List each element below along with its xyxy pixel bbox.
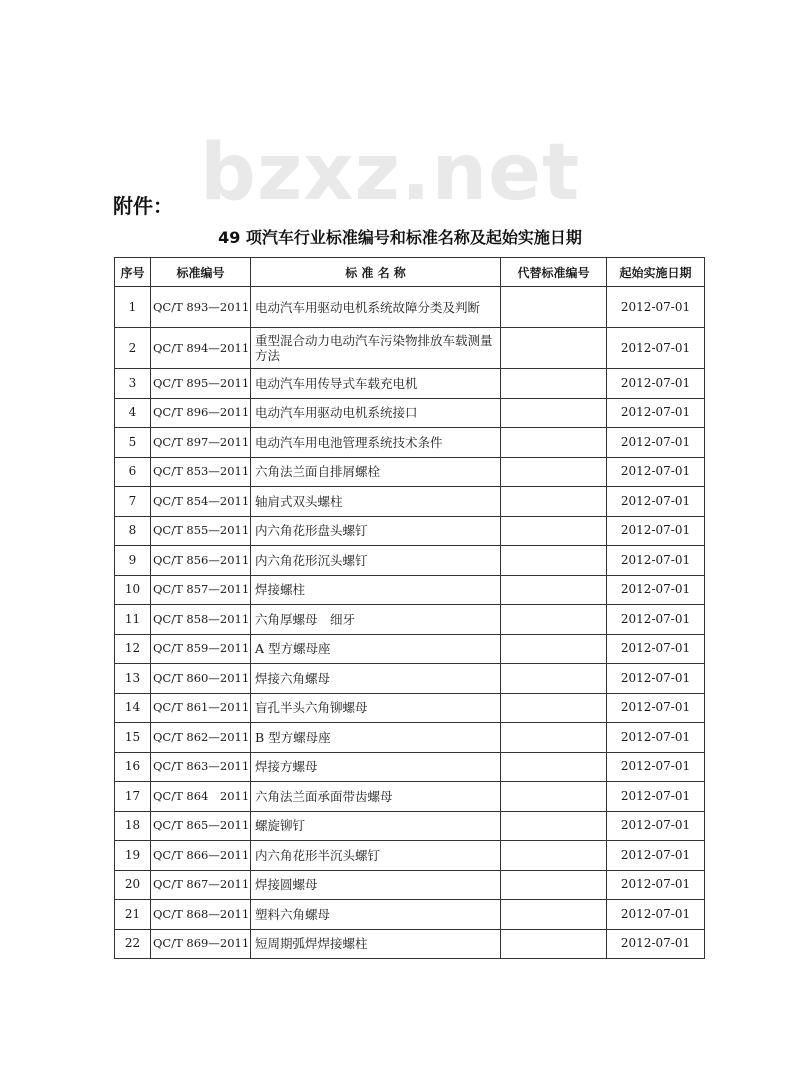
cell-date: 2012-07-01	[607, 693, 705, 723]
table-row	[115, 634, 705, 664]
cell-replace	[501, 782, 607, 812]
cell-date: 2012-07-01	[607, 605, 705, 635]
table-row	[115, 870, 705, 900]
cell-seq: 20	[115, 870, 151, 900]
cell-std-no: QC/T 897—2011	[151, 428, 251, 458]
cell-date: 2012-07-01	[607, 723, 705, 753]
table-row	[115, 287, 705, 328]
cell-replace	[501, 752, 607, 782]
cell-seq: 4	[115, 398, 151, 428]
cell-name: 焊接螺柱	[251, 575, 501, 605]
cell-replace	[501, 929, 607, 959]
cell-replace	[501, 546, 607, 576]
cell-std-no: QC/T 861—2011	[151, 693, 251, 723]
cell-name: 焊接圆螺母	[251, 870, 501, 900]
cell-name: 六角法兰面自排屑螺栓	[251, 457, 501, 487]
cell-seq: 6	[115, 457, 151, 487]
table-row	[115, 929, 705, 959]
cell-date: 2012-07-01	[607, 487, 705, 517]
cell-std-no: QC/T 865—2011	[151, 811, 251, 841]
cell-name: 重型混合动力电动汽车污染物排放车载测量方法	[251, 328, 501, 369]
cell-date: 2012-07-01	[607, 369, 705, 399]
cell-seq: 21	[115, 900, 151, 930]
header-seq: 序号	[115, 258, 151, 287]
cell-date: 2012-07-01	[607, 575, 705, 605]
cell-name: 六角法兰面承面带齿螺母	[251, 782, 501, 812]
cell-date: 2012-07-01	[607, 428, 705, 458]
cell-std-no: QC/T 860—2011	[151, 664, 251, 694]
cell-replace	[501, 693, 607, 723]
cell-std-no: QC/T 895—2011	[151, 369, 251, 399]
cell-replace	[501, 900, 607, 930]
cell-seq: 18	[115, 811, 151, 841]
table-row	[115, 428, 705, 458]
cell-std-no: QC/T 856—2011	[151, 546, 251, 576]
cell-seq: 10	[115, 575, 151, 605]
cell-date: 2012-07-01	[607, 634, 705, 664]
cell-seq: 16	[115, 752, 151, 782]
cell-seq: 15	[115, 723, 151, 753]
cell-seq: 13	[115, 664, 151, 694]
document-title: 49 项汽车行业标准编号和标准名称及起始实施日期	[218, 228, 582, 247]
table-row	[115, 752, 705, 782]
cell-std-no: QC/T 896—2011	[151, 398, 251, 428]
cell-std-no: QC/T 859—2011	[151, 634, 251, 664]
cell-name: 短周期弧焊焊接螺柱	[251, 929, 501, 959]
cell-replace	[501, 428, 607, 458]
cell-seq: 17	[115, 782, 151, 812]
table-row	[115, 546, 705, 576]
cell-name: 六角厚螺母 细牙	[251, 605, 501, 635]
cell-date: 2012-07-01	[607, 870, 705, 900]
cell-date: 2012-07-01	[607, 752, 705, 782]
cell-replace	[501, 328, 607, 369]
table-row	[115, 575, 705, 605]
cell-date: 2012-07-01	[607, 782, 705, 812]
cell-name: 电动汽车用电池管理系统技术条件	[251, 428, 501, 458]
cell-date: 2012-07-01	[607, 516, 705, 546]
table-row	[115, 369, 705, 399]
table-row	[115, 398, 705, 428]
cell-date: 2012-07-01	[607, 841, 705, 871]
cell-replace	[501, 287, 607, 328]
cell-replace	[501, 487, 607, 517]
cell-name: 内六角花形盘头螺钉	[251, 516, 501, 546]
cell-date: 2012-07-01	[607, 287, 705, 328]
header-date: 起始实施日期	[607, 258, 705, 287]
cell-std-no: QC/T 858—2011	[151, 605, 251, 635]
cell-seq: 12	[115, 634, 151, 664]
cell-date: 2012-07-01	[607, 811, 705, 841]
cell-replace	[501, 575, 607, 605]
cell-date: 2012-07-01	[607, 546, 705, 576]
cell-replace	[501, 870, 607, 900]
cell-std-no: QC/T 868—2011	[151, 900, 251, 930]
cell-std-no: QC/T 864 2011	[151, 782, 251, 812]
cell-date: 2012-07-01	[607, 664, 705, 694]
table-body	[115, 287, 705, 959]
standards-table	[114, 257, 705, 959]
cell-name: 内六角花形半沉头螺钉	[251, 841, 501, 871]
cell-seq: 7	[115, 487, 151, 517]
cell-std-no: QC/T 893—2011	[151, 287, 251, 328]
cell-std-no: QC/T 894—2011	[151, 328, 251, 369]
cell-name: 螺旋铆钉	[251, 811, 501, 841]
cell-name: A 型方螺母座	[251, 634, 501, 664]
cell-seq: 19	[115, 841, 151, 871]
table-row	[115, 487, 705, 517]
cell-name: 电动汽车用驱动电机系统故障分类及判断	[251, 287, 501, 328]
watermark: bzxz.net	[200, 128, 581, 218]
cell-std-no: QC/T 863—2011	[151, 752, 251, 782]
cell-date: 2012-07-01	[607, 457, 705, 487]
cell-replace	[501, 811, 607, 841]
cell-seq: 14	[115, 693, 151, 723]
header-replace: 代替标准编号	[501, 258, 607, 287]
cell-replace	[501, 664, 607, 694]
table-row	[115, 841, 705, 871]
cell-seq: 9	[115, 546, 151, 576]
cell-std-no: QC/T 867—2011	[151, 870, 251, 900]
header-std-no: 标准编号	[151, 258, 251, 287]
cell-seq: 22	[115, 929, 151, 959]
cell-name: B 型方螺母座	[251, 723, 501, 753]
cell-name: 塑料六角螺母	[251, 900, 501, 930]
header-name: 标 准 名 称	[251, 258, 501, 287]
table-row	[115, 664, 705, 694]
cell-std-no: QC/T 866—2011	[151, 841, 251, 871]
cell-replace	[501, 369, 607, 399]
cell-std-no: QC/T 853—2011	[151, 457, 251, 487]
cell-replace	[501, 841, 607, 871]
cell-replace	[501, 398, 607, 428]
cell-name: 轴肩式双头螺柱	[251, 487, 501, 517]
table-row	[115, 328, 705, 369]
table-row	[115, 782, 705, 812]
cell-date: 2012-07-01	[607, 900, 705, 930]
table-row	[115, 516, 705, 546]
cell-seq: 8	[115, 516, 151, 546]
table-row	[115, 811, 705, 841]
cell-std-no: QC/T 855—2011	[151, 516, 251, 546]
table-row	[115, 605, 705, 635]
cell-date: 2012-07-01	[607, 929, 705, 959]
cell-seq: 11	[115, 605, 151, 635]
cell-std-no: QC/T 854—2011	[151, 487, 251, 517]
cell-date: 2012-07-01	[607, 398, 705, 428]
table-row	[115, 693, 705, 723]
cell-name: 焊接方螺母	[251, 752, 501, 782]
cell-seq: 1	[115, 287, 151, 328]
cell-name: 盲孔半头六角铆螺母	[251, 693, 501, 723]
cell-std-no: QC/T 857—2011	[151, 575, 251, 605]
cell-replace	[501, 457, 607, 487]
table-row	[115, 900, 705, 930]
cell-name: 内六角花形沉头螺钉	[251, 546, 501, 576]
cell-seq: 5	[115, 428, 151, 458]
cell-replace	[501, 605, 607, 635]
cell-seq: 2	[115, 328, 151, 369]
cell-name: 电动汽车用传导式车载充电机	[251, 369, 501, 399]
cell-date: 2012-07-01	[607, 328, 705, 369]
cell-replace	[501, 516, 607, 546]
table-row	[115, 457, 705, 487]
cell-seq: 3	[115, 369, 151, 399]
cell-name: 电动汽车用驱动电机系统接口	[251, 398, 501, 428]
attachment-label: 附件：	[113, 194, 173, 218]
cell-replace	[501, 634, 607, 664]
table-row	[115, 723, 705, 753]
table-header-row	[115, 258, 705, 287]
cell-std-no: QC/T 862—2011	[151, 723, 251, 753]
cell-name: 焊接六角螺母	[251, 664, 501, 694]
cell-std-no: QC/T 869—2011	[151, 929, 251, 959]
cell-replace	[501, 723, 607, 753]
